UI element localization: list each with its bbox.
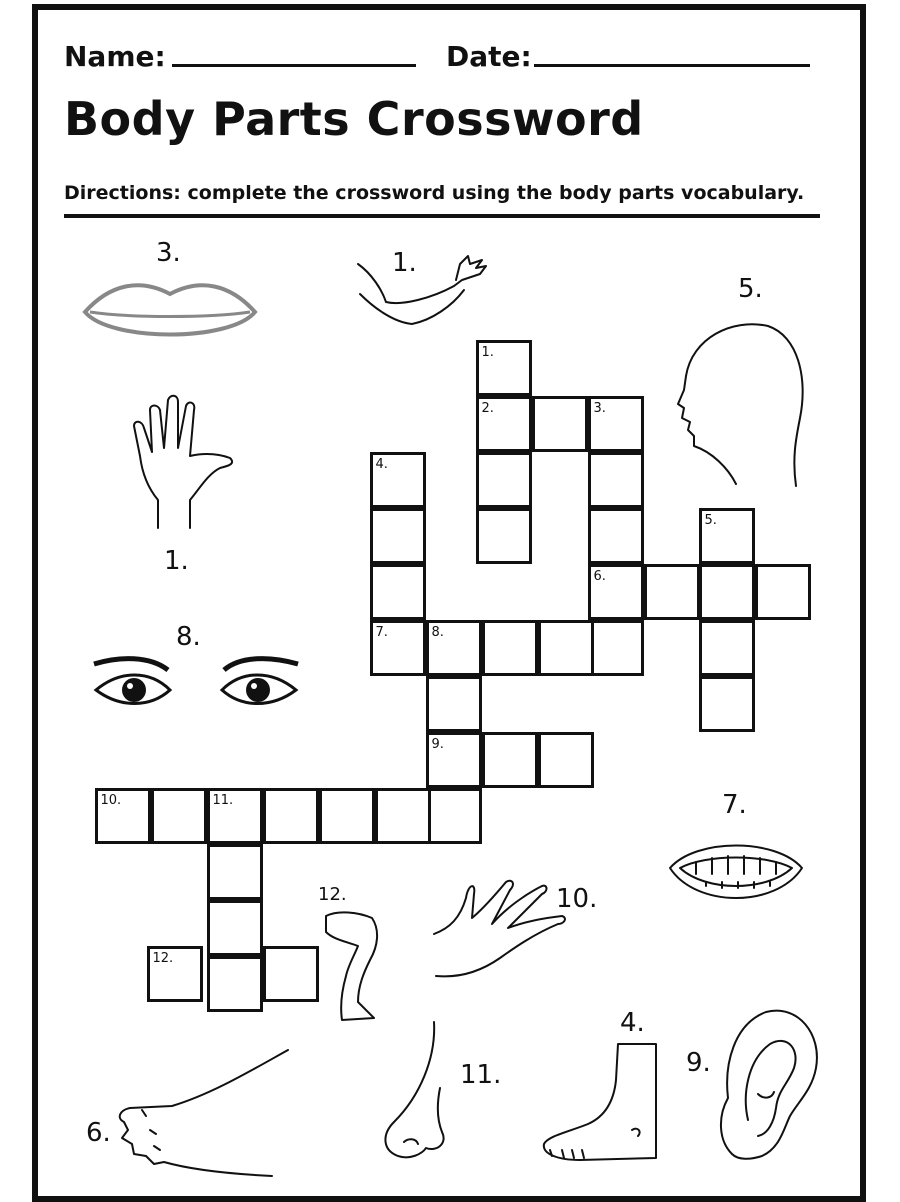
crossword-cell[interactable] — [207, 788, 263, 844]
crossword-cell[interactable] — [588, 396, 644, 452]
toes-icon — [112, 1046, 292, 1180]
crossword-cell[interactable] — [147, 946, 203, 1002]
crossword-cell[interactable] — [699, 508, 755, 564]
fingers-icon — [430, 878, 570, 986]
crossword-cell[interactable] — [755, 564, 811, 620]
arm-icon — [352, 250, 492, 330]
clue-number: 12. — [152, 950, 174, 966]
crossword-cell[interactable] — [207, 844, 263, 900]
date-field[interactable] — [534, 64, 810, 67]
clue-label-hand: 1. — [164, 546, 189, 576]
crossword-cell[interactable] — [476, 340, 532, 396]
crossword-cell[interactable] — [588, 508, 644, 564]
clue-label-eyes: 8. — [176, 622, 201, 652]
clue-number: 11. — [212, 792, 234, 808]
crossword-cell[interactable] — [426, 620, 482, 676]
crossword-cell[interactable] — [263, 946, 319, 1002]
head-icon — [672, 318, 808, 490]
crossword-cell[interactable] — [370, 564, 426, 620]
clue-label-fingers: 10. — [556, 884, 598, 914]
clue-number: 7. — [375, 624, 388, 640]
eyes-icon — [90, 652, 302, 714]
clue-label-arm: 1. — [392, 248, 417, 278]
crossword-cell[interactable] — [207, 900, 263, 956]
directions-text: Directions: complete the crossword using the body parts vocabulary. — [64, 182, 805, 204]
ear-icon — [714, 1004, 826, 1164]
clue-number: 1. — [481, 344, 494, 360]
clue-number: 8. — [431, 624, 444, 640]
hand-icon — [128, 392, 240, 530]
crossword-cell[interactable] — [370, 452, 426, 508]
clue-number: 5. — [704, 512, 717, 528]
clue-number: 9. — [431, 736, 444, 752]
clue-label-ear: 9. — [686, 1048, 711, 1078]
lips-icon — [80, 272, 260, 348]
name-label: Name: — [64, 40, 166, 73]
crossword-cell[interactable] — [370, 620, 426, 676]
crossword-cell[interactable] — [319, 788, 375, 844]
crossword-cell[interactable] — [151, 788, 207, 844]
crossword-cell[interactable] — [482, 732, 538, 788]
clue-number: 2. — [481, 400, 494, 416]
name-field[interactable] — [172, 64, 416, 67]
clue-label-lips: 3. — [156, 238, 181, 268]
clue-label-head: 5. — [738, 274, 763, 304]
crossword-cell[interactable] — [207, 956, 263, 1012]
crossword-cell[interactable] — [95, 788, 151, 844]
crossword-cell[interactable] — [476, 396, 532, 452]
crossword-cell[interactable] — [476, 508, 532, 564]
nose-icon — [376, 1018, 456, 1170]
crossword-cell[interactable] — [644, 564, 700, 620]
clue-number: 10. — [100, 792, 122, 808]
crossword-cell[interactable] — [426, 676, 482, 732]
crossword-cell[interactable] — [588, 564, 644, 620]
clue-label-foot: 4. — [620, 1008, 645, 1038]
crossword-cell[interactable] — [426, 732, 482, 788]
clue-label-nose: 11. — [460, 1060, 502, 1090]
crossword-cell[interactable] — [538, 620, 594, 676]
foot-icon — [538, 1040, 662, 1164]
crossword-cell[interactable] — [699, 564, 755, 620]
clue-label-toes: 6. — [86, 1118, 111, 1148]
crossword-cell[interactable] — [476, 452, 532, 508]
clue-label-leg: 12. — [318, 884, 347, 905]
crossword-cell[interactable] — [699, 676, 755, 732]
clue-number: 3. — [593, 400, 606, 416]
clue-label-mouth: 7. — [722, 790, 747, 820]
crossword-cell[interactable] — [699, 620, 755, 676]
date-label: Date: — [446, 40, 532, 73]
crossword-cell[interactable] — [263, 788, 319, 844]
leg-icon — [318, 906, 388, 1026]
crossword-cell[interactable] — [375, 788, 431, 844]
crossword-cell[interactable] — [588, 620, 644, 676]
crossword-cell[interactable] — [482, 620, 538, 676]
mouth-icon — [666, 834, 806, 910]
crossword-cell[interactable] — [532, 396, 588, 452]
divider — [64, 214, 820, 218]
crossword-cell[interactable] — [370, 508, 426, 564]
crossword-cell[interactable] — [538, 732, 594, 788]
page-title: Body Parts Crossword — [64, 92, 644, 146]
clue-number: 6. — [593, 568, 606, 584]
crossword-cell[interactable] — [426, 788, 482, 844]
crossword-cell[interactable] — [588, 452, 644, 508]
clue-number: 4. — [375, 456, 388, 472]
